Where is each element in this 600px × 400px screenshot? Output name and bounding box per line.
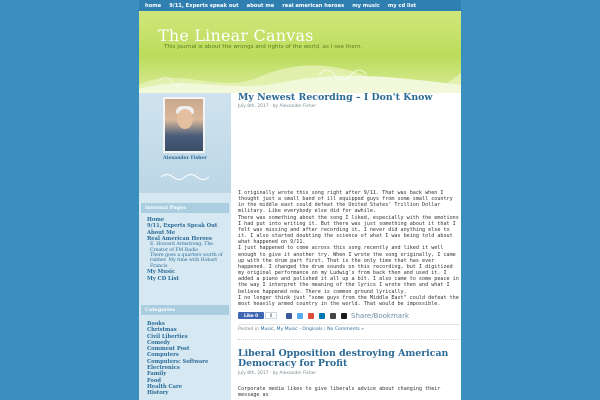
category-link[interactable]: Books [147,321,165,327]
twitter-share-icon[interactable] [297,313,303,319]
nav-about-me[interactable]: about me [246,2,275,9]
category-link[interactable]: Comedy [147,339,171,346]
nav-real-american-heroes[interactable]: real american heroes [282,2,345,9]
category-link[interactable]: Food [147,377,161,384]
category-link[interactable]: Health Care [147,383,183,390]
page-link-home[interactable]: Home [147,217,165,223]
post-meta: July 8th, 2017 · by Alexander Fisher [238,370,317,376]
page-link-hobart-francis[interactable]: There goes a quarters worth of rubber. My time with Hobart Francis [150,253,223,269]
author-box [139,93,231,193]
google-plus-share-icon[interactable] [308,313,314,319]
post-paragraph: There was something about the song I liked, especially with the emotions I had put into writing it. But there was just something about it that I felt was missing and after recording it, I never did anything else to it. I also started doubting the science of what I was being told about what happened on 9/11. [238,214,459,246]
page-container [139,0,461,400]
post-title[interactable]: My Newest Recording – I Don't Know [238,92,433,103]
facebook-like-button[interactable]: Like 0 [238,312,264,319]
page-link-911-experts[interactable]: 9/11, Experts Speak Out [147,223,218,230]
category-link[interactable]: Computers: Software [147,358,209,365]
internal-pages-list [147,217,229,282]
site-tagline: This journal is about the wrongs and rights of the world, as I see them. [164,44,363,50]
facebook-share-icon[interactable] [286,313,292,319]
page-link-armstrong[interactable]: E. Howard Armstrong: The Creator of FM Radio [150,242,213,253]
author-name: Alexander Fisher [163,156,207,161]
internal-pages-title: Internal Pages [141,203,229,213]
posted-in-label: Posted in [238,326,260,332]
ornament-divider-icon [159,173,211,181]
categories-title: Categories [141,305,229,315]
category-link[interactable]: Electronics [147,365,180,372]
post-divider [238,332,460,340]
footer-separator: | [322,326,328,332]
print-share-icon[interactable] [341,313,347,319]
post-paragraph: I just happened to come across this song recently and liked it well enough to give it another try. When I wrote the song originally, I came up with the drum part first. That is the only time that has ever happened. I changed the drum sounds on this recording, but I digitized my original performance on my Ludwig's from back then and used it. I added a piano and polished it all up a bit. I also came to some peace in the way I interpret the meaning of the lyrics I wrote then and what I believe happened now. There is common ground lyrically. [238,245,459,295]
main-content [238,93,460,398]
post-footer [238,324,460,332]
post-meta: July 8th, 2017 · by Alexander Fisher [238,104,317,109]
author-avatar [163,97,205,153]
page-link-about-me[interactable]: About Me [147,229,176,236]
site-title[interactable]: The Linear Canvas [158,26,314,45]
linkedin-share-icon[interactable] [319,313,325,319]
header-swirl-decoration [139,55,461,93]
post-categories-link[interactable]: Music, My Music - Originals [260,326,323,332]
post-body [238,190,460,307]
avatar-face [177,109,193,129]
post-paragraph: I originally wrote this song right after 9/11. That was back when I thought just a small band of ill equipped guys from some small country in the middle east could defeat the United States' Trillion Dollar military. Like everybody else did for awhile. [238,190,453,215]
categories-list [147,321,229,397]
category-link[interactable]: Family [147,371,167,378]
page-link-my-cd-list[interactable]: My CD List [147,275,179,282]
post-title[interactable]: Liberal Opposition destroying American Democracy for Profit [238,347,449,370]
category-link[interactable]: Comment Post [147,346,190,353]
post-comments-link[interactable]: No Comments » [327,326,364,332]
category-link[interactable]: Civil Liberties [147,333,188,340]
category-link[interactable]: History [147,390,169,397]
category-link[interactable]: Christmas [147,327,177,334]
share-bar [238,312,460,320]
top-navigation [139,0,461,11]
nav-my-cd-list[interactable]: my cd list [387,2,417,9]
post-paragraph: I no longer think just "some guys from the Middle East" could defeat the most heavily armed country in the world. That would be impossible. [238,294,459,307]
category-link[interactable]: Computers [147,352,179,359]
post-my-newest-recording [238,93,460,340]
site-header [139,11,461,93]
like-count: 0 [265,312,277,319]
email-share-icon[interactable] [330,313,336,319]
page-link-real-american-heroes[interactable]: Real American Heroes [147,235,212,242]
sidebar [139,93,231,400]
nav-my-music[interactable]: my music [352,2,380,9]
nav-home[interactable]: home [145,2,162,9]
page-link-my-music[interactable]: My Music [147,269,176,276]
post-liberal-opposition [238,349,460,398]
post-excerpt: Corporate media likes to give liberals advice about changing their message as [238,385,441,398]
nav-911-experts[interactable]: 9/11, Experts speak out [169,2,239,9]
share-bookmark-link[interactable]: Share/Bookmark [351,311,410,320]
